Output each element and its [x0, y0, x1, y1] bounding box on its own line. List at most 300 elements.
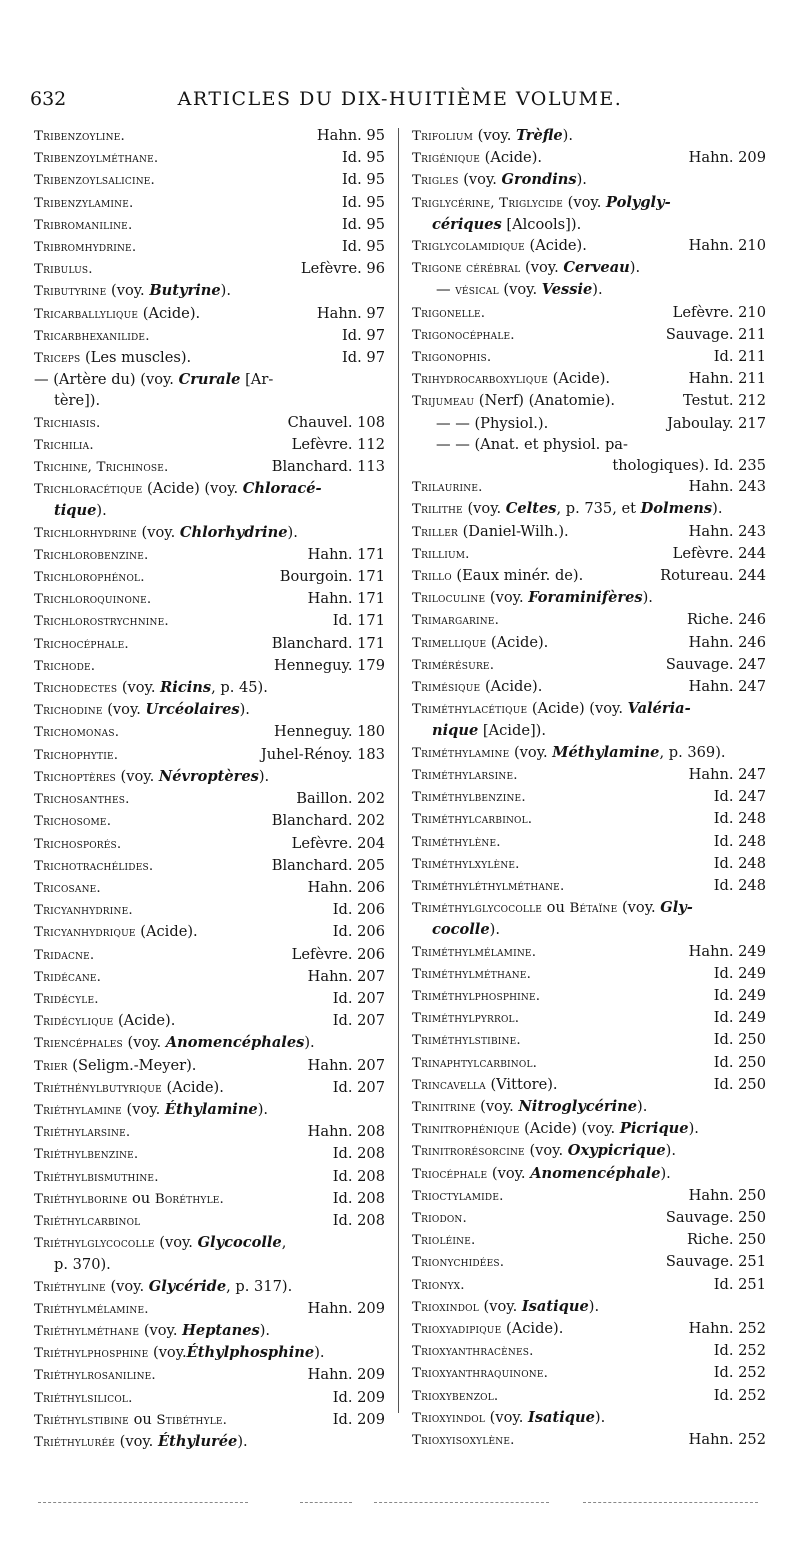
entry-line [34, 147, 385, 169]
entry-term [412, 609, 499, 631]
term-text: Trier [34, 1058, 68, 1074]
index-entry [412, 1407, 766, 1429]
entry-line [412, 346, 766, 368]
entry-term [34, 434, 94, 456]
entry-term [412, 346, 491, 368]
term-text: (voy. [122, 1034, 166, 1052]
index-entry [412, 587, 766, 609]
term-text: Triéthylborine [34, 1191, 128, 1207]
term-text: Trichosporés. [34, 836, 122, 852]
cross-reference: Éthylamine [164, 1100, 258, 1118]
entry-line [34, 1232, 385, 1254]
term-text: , p. 369). [659, 743, 726, 761]
entry-line [412, 786, 766, 808]
index-entry [34, 303, 385, 325]
entry-line [34, 855, 385, 877]
entry-line [34, 1387, 385, 1409]
index-entry [34, 966, 385, 988]
term-text: ). [287, 523, 298, 541]
entry-term [412, 1163, 671, 1185]
entry-term [412, 1029, 521, 1051]
term-text: (Acide) (voy. [527, 700, 628, 718]
term-text: ). [665, 1142, 676, 1160]
term-text: (Eaux minér. de). [451, 567, 584, 585]
entry-term [34, 744, 118, 766]
entry-line [34, 1210, 385, 1232]
entry-line [412, 147, 766, 169]
index-entry [34, 633, 385, 655]
term-text: (voy. [520, 259, 564, 277]
author-and-page: Hahn. 171 [307, 545, 385, 563]
cross-reference: Vessie [541, 281, 593, 299]
term-text: Trilithe [412, 502, 463, 518]
author-and-page: Id. 206 [332, 901, 385, 919]
term-text: ). [237, 1432, 248, 1450]
index-entry [34, 192, 385, 214]
entry-line [34, 1342, 385, 1364]
term-text: Trioxindol [412, 1299, 479, 1315]
index-entry [412, 1207, 766, 1229]
entry-term [34, 566, 145, 588]
author-and-page: Id. 248 [713, 854, 766, 872]
entry-term [34, 192, 133, 214]
author-and-page: Sauvage. 247 [665, 655, 766, 673]
term-text: Trioléine. [412, 1233, 476, 1249]
term-text: (voy. [617, 899, 661, 917]
entry-term [412, 279, 603, 301]
author-and-page: Id. 207 [332, 1012, 385, 1030]
term-text: Tricyanhydrine. [34, 903, 133, 919]
entry-line [412, 654, 766, 676]
term-text: Trioxyanthracènes. [412, 1344, 534, 1360]
entry-term [412, 897, 693, 919]
entry-term [412, 676, 542, 698]
index-entry [412, 192, 766, 235]
term-text: Trioxyanthraquinone. [412, 1366, 549, 1382]
entry-term [412, 1229, 475, 1251]
index-entry [34, 1364, 385, 1386]
index-entry [412, 324, 766, 346]
entry-line [34, 1276, 385, 1298]
term-text: ). [637, 1097, 648, 1115]
term-text: Tribromaniline. [34, 217, 133, 233]
entry-continuation [34, 1254, 385, 1275]
index-entry [34, 1055, 385, 1077]
term-text: ou [127, 1189, 155, 1207]
entry-line [412, 1052, 766, 1074]
entry-line [34, 258, 385, 280]
term-text: (voy. [105, 1277, 149, 1295]
term-text: (voy. [509, 743, 553, 761]
term-text: Triéthylamine [34, 1102, 122, 1118]
term-text: Tridécylique [34, 1014, 114, 1030]
entry-term [412, 853, 520, 875]
term-text: (Acide). [524, 237, 587, 255]
author-and-page: Lefèvre. 112 [291, 435, 385, 453]
entry-line [34, 369, 385, 390]
cross-reference: Oxypicrique [567, 1142, 666, 1160]
index-entry [412, 147, 766, 169]
entry-term [412, 1096, 647, 1118]
term-text: Trichodectes [34, 681, 118, 697]
entry-term [34, 1210, 140, 1232]
author-and-page: Id. 248 [713, 832, 766, 850]
author-and-page: Id. 252 [713, 1342, 766, 1360]
term-text: Trioctylamide. [412, 1188, 504, 1204]
entry-term [412, 147, 542, 169]
index-entry [412, 1074, 766, 1096]
entry-term [412, 632, 548, 654]
author-and-page: Blanchard. 202 [271, 812, 385, 830]
index-entry [34, 610, 385, 632]
term-text: ). [629, 259, 641, 277]
entry-term [34, 1166, 159, 1188]
index-entry [34, 1342, 385, 1364]
entry-line [412, 257, 766, 279]
index-entry [412, 676, 766, 698]
entry-term [412, 1274, 465, 1296]
term-text: (Acide) (voy. [142, 480, 243, 498]
term-text: (voy. [487, 1164, 531, 1182]
footer-rule [38, 1502, 758, 1504]
author-and-page: Id. 248 [713, 876, 766, 894]
index-entry [34, 1121, 385, 1143]
author-and-page: Baillon. 202 [296, 790, 385, 808]
index-entry [34, 1320, 385, 1342]
entry-term [34, 699, 250, 721]
entry-line [34, 988, 385, 1010]
index-entry [34, 169, 385, 191]
entry-term [412, 521, 569, 543]
term-text: ). [642, 589, 653, 607]
index-entry [412, 1163, 766, 1185]
cross-reference: Glycocolle [197, 1234, 282, 1252]
author-and-page: Id. 250 [713, 1031, 766, 1049]
term-text: Trimésique [412, 680, 481, 696]
author-and-page: Hahn. 171 [307, 590, 385, 608]
entry-line [34, 434, 385, 456]
entry-line [34, 1077, 385, 1099]
index-entry [34, 677, 385, 699]
term-text: Triller [412, 524, 458, 540]
term-text: Tridécyle. [34, 991, 99, 1007]
term-text: (voy. [102, 701, 146, 719]
term-text: Triméthylacétique [412, 702, 528, 718]
entry-line [34, 833, 385, 855]
entry-line [34, 1121, 385, 1143]
index-entry [34, 588, 385, 610]
term-text: Triéthylsilicol. [34, 1390, 133, 1406]
cross-reference: Éthylphosphine [186, 1344, 315, 1362]
index-entry [412, 279, 766, 301]
term-text: Trillo [412, 569, 452, 585]
entry-line [34, 1143, 385, 1165]
index-entry [412, 985, 766, 1007]
entry-term [34, 1032, 315, 1054]
entry-term [412, 1052, 537, 1074]
entry-line [412, 235, 766, 257]
author-and-page: Henneguy. 179 [274, 656, 385, 674]
entry-line [412, 1385, 766, 1407]
term-text: Stibéthyle. [156, 1412, 228, 1428]
entry-term [34, 721, 119, 743]
term-text: ). [712, 500, 723, 518]
author-and-page: Hahn. 209 [688, 149, 766, 167]
entry-term [412, 1074, 558, 1096]
term-text: ). [304, 1034, 315, 1052]
cross-reference: Cerveau [563, 259, 630, 277]
entry-line [34, 966, 385, 988]
entry-line [412, 1140, 766, 1162]
cross-reference: Valéria- [627, 700, 691, 718]
term-text: Triéthylrosaniline. [34, 1368, 156, 1384]
entry-term [412, 368, 610, 390]
cross-reference: Picrique [619, 1120, 689, 1138]
term-text: Triéthylméthane [34, 1323, 140, 1339]
entry-line [34, 544, 385, 566]
index-entry [412, 413, 766, 434]
term-text: ). [594, 1408, 606, 1426]
index-entry [34, 147, 385, 169]
cross-reference: Anomencéphale [530, 1164, 661, 1182]
entry-term [34, 921, 198, 943]
term-text: Triglycérine, Triglycide [412, 195, 564, 211]
index-entry [412, 235, 766, 257]
author-and-page: Hahn. 207 [307, 1056, 385, 1074]
term-text: Trichocéphale. [34, 636, 129, 652]
entry-term [412, 963, 531, 985]
cross-reference: Isatique [528, 1408, 595, 1426]
term-text: (Acide). [548, 370, 611, 388]
term-text: ou [128, 1410, 157, 1428]
entry-term [34, 347, 191, 369]
cross-reference: Isatique [521, 1297, 589, 1315]
entry-line [412, 498, 766, 520]
author-and-page: Id. 249 [713, 986, 766, 1004]
index-entry [412, 257, 766, 279]
term-text: Triéthylbenzine. [34, 1147, 139, 1163]
term-text: (voy. [117, 679, 161, 697]
term-text: Triéthylurée [34, 1434, 116, 1450]
author-and-page: Id. 208 [332, 1189, 385, 1207]
entry-term [34, 944, 94, 966]
term-text: Triéthylcarbinol [34, 1213, 141, 1229]
author-and-page: Id. 97 [342, 326, 385, 344]
index-entry [412, 1340, 766, 1362]
author-and-page: Id. 235 [709, 457, 766, 475]
term-text: Trigonelle. [412, 305, 486, 321]
author-and-page: Testut. 212 [683, 392, 766, 410]
term-text: Trillium. [412, 546, 470, 562]
term-text: (voy. [485, 589, 529, 607]
entry-term [412, 1251, 504, 1273]
entry-line [412, 1296, 766, 1318]
entry-line [34, 522, 385, 544]
entry-line [412, 609, 766, 631]
entry-term [412, 125, 573, 147]
term-text: Trifolium [412, 129, 474, 144]
term-text: — — (Anat. et physiol. pa- [436, 435, 628, 453]
entry-line [412, 302, 766, 324]
term-text: ). [257, 1100, 269, 1118]
term-text: Trichilia. [34, 437, 94, 453]
index-entry [412, 1229, 766, 1251]
term-text: Trigles [412, 173, 459, 189]
index-entry [34, 1298, 385, 1320]
term-text: (voy. [136, 523, 180, 541]
entry-term [412, 1407, 605, 1429]
entry-term [412, 941, 536, 963]
author-and-page: Hahn. 209 [307, 1299, 385, 1317]
entry-term [34, 544, 148, 566]
term-text: tère]). [54, 392, 101, 410]
index-entry [34, 478, 385, 521]
term-text: Trichlorhydrine [34, 525, 137, 541]
term-text: Trigone cérébral [412, 261, 521, 277]
index-entry [34, 258, 385, 280]
entry-term [412, 1185, 504, 1207]
entry-line [412, 632, 766, 654]
entry-line [412, 941, 766, 963]
index-entry [412, 786, 766, 808]
author-and-page: Bourgoin. 171 [279, 568, 385, 586]
entry-continuation [412, 455, 766, 476]
index-entry [412, 1185, 766, 1207]
cross-reference: Chloracé- [242, 480, 322, 498]
entry-term [34, 1099, 268, 1121]
entry-line [412, 279, 766, 301]
cross-reference: Crurale [178, 371, 241, 389]
entry-term [412, 764, 518, 786]
entry-line [34, 303, 385, 325]
entry-term [34, 610, 169, 632]
index-entry [34, 1077, 385, 1099]
entry-line [412, 565, 766, 587]
entry-term [34, 456, 169, 478]
index-entry [412, 1296, 766, 1318]
entry-term [34, 325, 150, 347]
index-entry [412, 853, 766, 875]
term-text: (voy. [115, 767, 159, 785]
author-and-page: Lefèvre. 210 [672, 303, 766, 321]
index-entry [412, 390, 766, 412]
author-and-page: Blanchard. 171 [271, 634, 385, 652]
index-entry [412, 831, 766, 853]
entry-line [34, 633, 385, 655]
index-entry [34, 1099, 385, 1121]
term-text: Tribenzoyline. [34, 129, 125, 144]
author-and-page: Id. 97 [342, 349, 385, 367]
entry-term [412, 742, 726, 764]
cross-reference: Urcéolaires [145, 701, 240, 719]
index-entry [412, 434, 766, 476]
term-text: Tribenzylamine. [34, 195, 134, 211]
author-and-page: Id. 209 [332, 1388, 385, 1406]
term-text: ). [592, 281, 603, 299]
entry-continuation [34, 390, 385, 411]
term-text: Trijumeau [412, 394, 475, 410]
cross-reference: Grondins [501, 171, 577, 189]
author-and-page: Hahn. 243 [688, 478, 766, 496]
running-title: ARTICLES DU DIX-HUITIÈME VOLUME. [177, 88, 623, 110]
index-entry [412, 565, 766, 587]
entry-term [412, 654, 494, 676]
term-text: Triméthylpyrrol. [412, 1011, 520, 1027]
entry-line [34, 766, 385, 788]
author-and-page: Id. 171 [332, 612, 385, 630]
index-entry [34, 744, 385, 766]
author-and-page: Lefèvre. 96 [300, 260, 385, 278]
index-entry [412, 1429, 766, 1451]
term-text: Triéthylglycocolle [34, 1236, 155, 1252]
index-entry [412, 609, 766, 631]
term-text: Trioxyindol [412, 1410, 486, 1426]
entry-line [412, 875, 766, 897]
author-and-page: Id. 95 [342, 149, 385, 167]
index-entry [34, 566, 385, 588]
entry-line [34, 1298, 385, 1320]
entry-term [34, 522, 298, 544]
entry-line [34, 1055, 385, 1077]
term-text: Tricarballylique [34, 306, 139, 322]
term-text: (Seligm.-Meyer). [67, 1056, 197, 1074]
entry-continuation [412, 919, 766, 940]
cross-reference: Dolmens [640, 500, 713, 518]
author-and-page: Id. 249 [713, 1009, 766, 1027]
index-entry [412, 1029, 766, 1051]
term-text: Trichomonas. [34, 725, 120, 741]
term-text: Trichloracétique [34, 482, 143, 498]
term-text: (voy. [121, 1100, 165, 1118]
entry-term [34, 1320, 270, 1342]
term-text: (voy. [524, 1142, 568, 1160]
term-text: Trichosome. [34, 814, 112, 830]
cross-reference: nique [432, 722, 479, 740]
author-and-page: Blanchard. 113 [271, 458, 385, 476]
term-text: ). [562, 127, 573, 144]
entry-line [34, 588, 385, 610]
entry-line [412, 1318, 766, 1340]
term-text: , p. 735, et [556, 500, 641, 518]
term-text: Tributyrine [34, 284, 107, 300]
entry-term [34, 788, 130, 810]
entry-term [34, 1409, 227, 1431]
entry-term [412, 808, 532, 830]
entry-term [412, 1385, 498, 1407]
entry-line [34, 944, 385, 966]
cross-reference: Gly- [660, 899, 693, 917]
author-and-page: Hahn. 252 [688, 1319, 766, 1337]
term-text: [Alcools]). [501, 215, 582, 233]
entry-line [412, 125, 766, 147]
term-text: Triméthylxylène. [412, 856, 520, 872]
page-header [30, 88, 770, 116]
author-and-page: Hahn. 247 [688, 678, 766, 696]
author-and-page: Id. 251 [713, 1275, 766, 1293]
entry-term [412, 831, 501, 853]
term-text: (voy. [458, 171, 502, 189]
term-text: (voy. [498, 281, 542, 299]
author-and-page: Hahn. 97 [316, 304, 385, 322]
entry-term [412, 565, 583, 587]
term-text: thologiques). [612, 457, 710, 475]
index-entry [412, 521, 766, 543]
entry-term [34, 966, 101, 988]
cross-reference: cocolle [432, 921, 490, 939]
term-text: Trichlorophénol. [34, 570, 145, 586]
term-text: Tribulus. [34, 262, 93, 278]
entry-line [34, 347, 385, 369]
